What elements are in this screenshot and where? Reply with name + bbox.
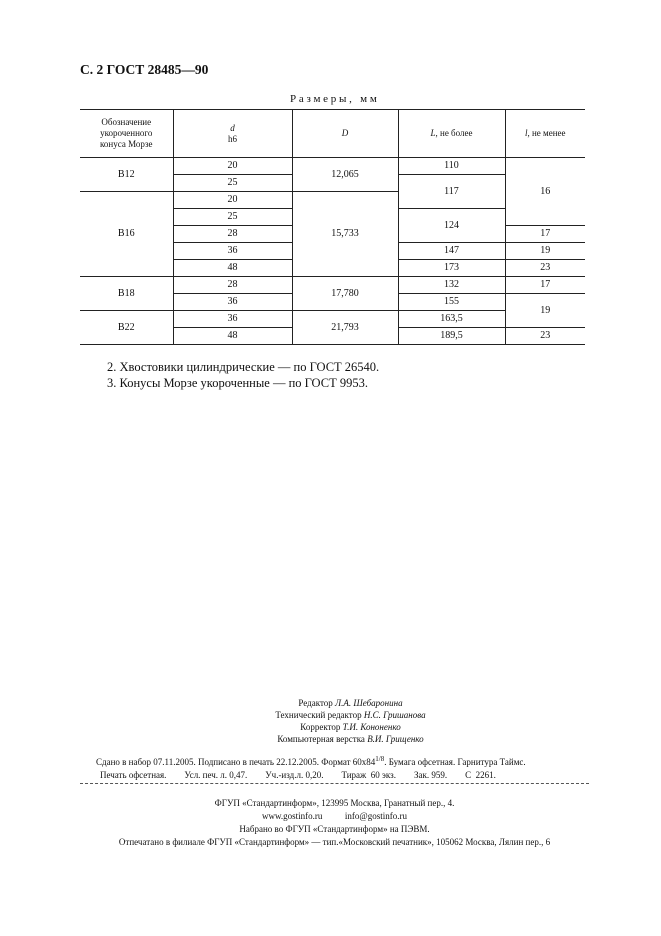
cell-l: 16 [505,158,585,226]
cell-L: 117 [398,175,505,209]
table-row [80,158,585,175]
imprint [96,753,601,782]
cell-L: 110 [398,158,505,175]
imprint-line: Сдано в набор 07.11.2005. Подписано в печать 22.12.2005. Формат $60х84^{1/8}$. Бумага офсетная. Гарнитура Таймс. [96,755,526,767]
cell-designation: B16 [80,192,173,277]
cell-d: 20 [173,158,292,175]
cell-d: 20 [173,192,292,209]
cell-D: 15,733 [292,192,398,277]
cell-d: 28 [173,277,292,294]
col-header-designation: Обозначение укороченного конуса Морзе [80,110,173,158]
col-header-d: d h6 [173,110,292,158]
page-header: С. 2 ГОСТ 28485—90 [80,62,209,77]
cell-d: 36 [173,294,292,311]
cell-D: 21,793 [292,311,398,345]
cell-L: 124 [398,209,505,243]
publisher-line: Отпечатано в филиале ФГУП «Стандартинформ» — тип.«Московский печатник», 105062 Москва, Лялин пер., 6 [118,837,551,847]
dimensions-table [80,109,585,345]
note-item: 2. Хвостовики цилиндрические — по ГОСТ 26540. [107,360,380,374]
cell-d: 36 [173,311,292,328]
table-caption: Размеры, мм [290,93,380,105]
cell-l: 19 [505,243,585,260]
publisher-line: Набрано во ФГУП «Стандартинформ» на ПЭВМ. [239,824,430,834]
credit-corrector: Корректор Т.И. Кононенко [300,722,401,732]
credit-editor: Редактор Л.А. Шебаронина [298,698,403,708]
cell-D: 17,780 [292,277,398,311]
cell-designation: B12 [80,158,173,192]
cell-d: 25 [173,175,292,192]
cell-d: 36 [173,243,292,260]
cell-d: 48 [173,328,292,345]
cell-d: 48 [173,260,292,277]
cell-d: 28 [173,226,292,243]
cell-L: 132 [398,277,505,294]
notes [107,359,379,391]
cell-L: 173 [398,260,505,277]
cell-designation: B22 [80,311,173,345]
credits [0,697,661,745]
cell-L: 155 [398,294,505,311]
col-header-L: L, не более [398,110,505,158]
cell-l: 23 [505,328,585,345]
col-header-l: l, не менее [505,110,585,158]
table-row [80,277,585,294]
cell-D: 12,065 [292,158,398,192]
credit-layout: Компьютерная верстка В.И. Грищенко [277,734,424,744]
cell-L: 163,5 [398,311,505,328]
cell-d: 25 [173,209,292,226]
cell-L: 147 [398,243,505,260]
cell-l: 23 [505,260,585,277]
credit-tech-editor: Технический редактор Н.С. Гришанова [275,710,426,720]
cell-L: 189,5 [398,328,505,345]
cell-l: 17 [505,226,585,243]
col-header-D: D [292,110,398,158]
cell-designation: B18 [80,277,173,311]
note-item: 3. Конусы Морзе укороченные — по ГОСТ 9953. [107,376,368,390]
separator-rule [80,783,589,784]
table-header-row [80,110,585,158]
cell-l: 17 [505,277,585,294]
publisher-line: www.gostinfo.ru info@gostinfo.ru [262,811,407,821]
publisher-line: ФГУП «Стандартинформ», 123995 Москва, Гранатный пер., 4. [214,798,455,808]
cell-l: 19 [505,294,585,328]
imprint-line: Печать офсетная. Усл. печ. л. 0,47. Уч.-изд.л. 0,20. Тираж 60 экз. Зак. 959. С 2261. [100,770,496,780]
publisher-info [80,797,589,849]
